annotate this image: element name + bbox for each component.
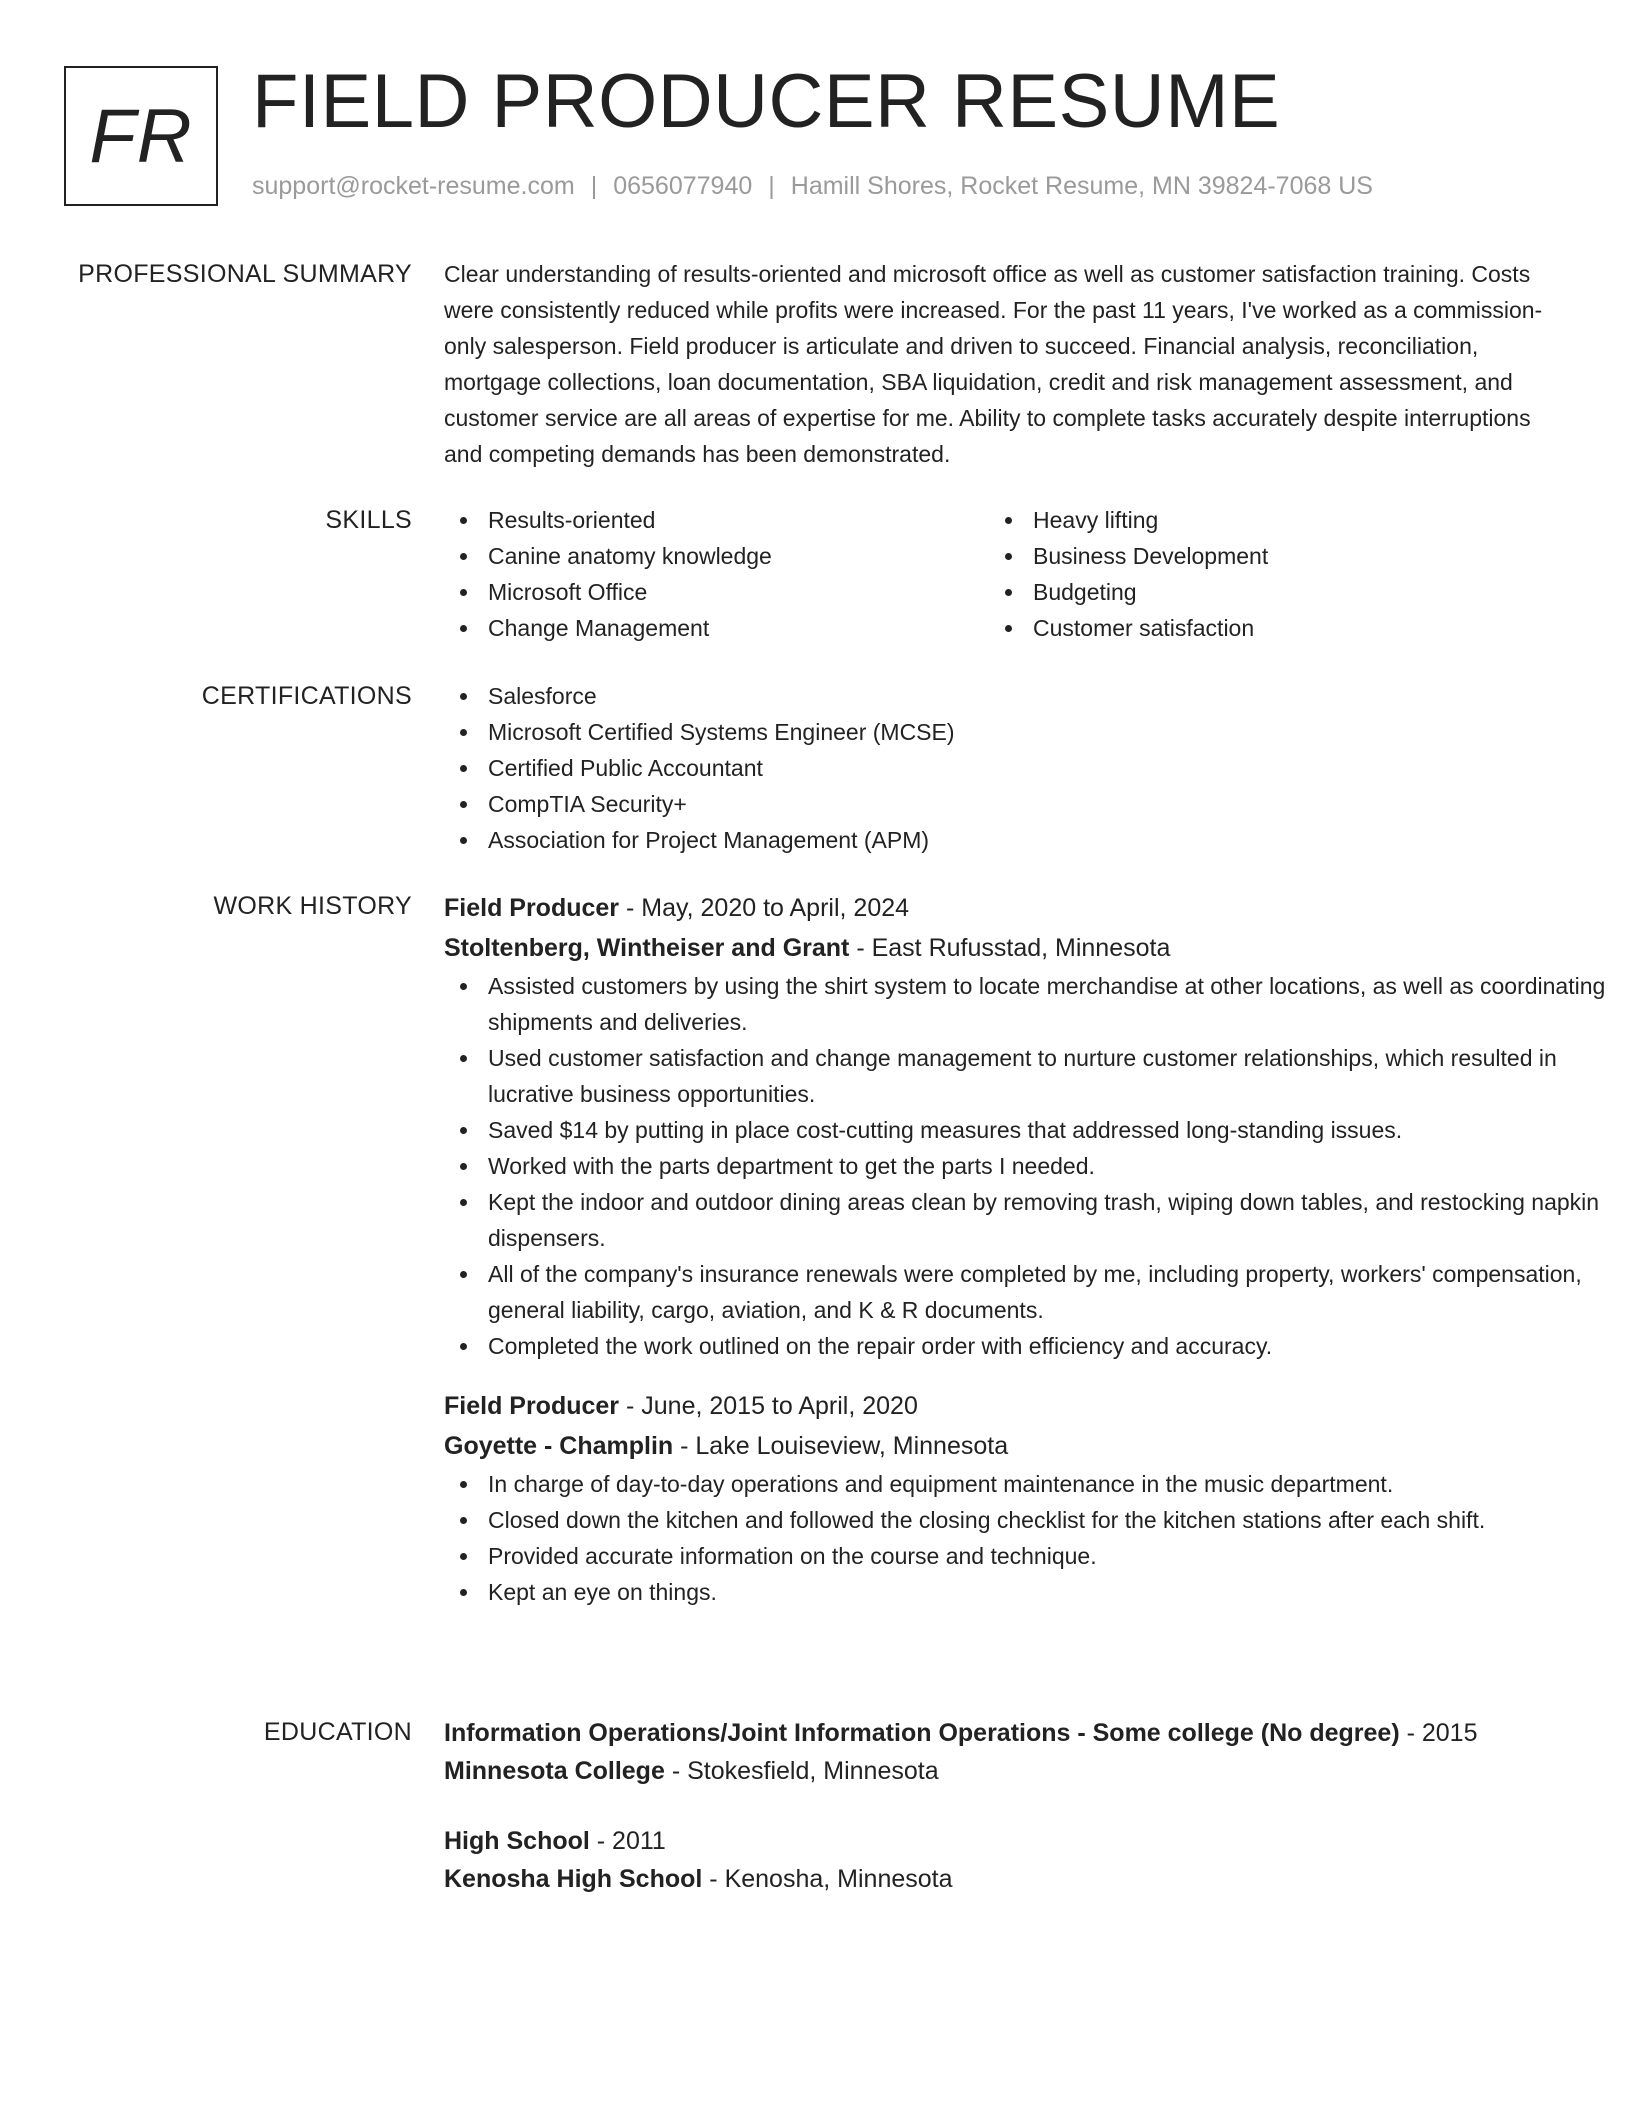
job-title-line (444, 888, 1624, 928)
job-company: Goyette - Champlin (444, 1432, 674, 1460)
job-company-line (444, 928, 1624, 968)
job-bullet: In charge of day-to-day operations and equipment maintenance in the music department. (444, 1466, 1624, 1502)
education-degree: High School (444, 1827, 590, 1855)
education-entry (444, 1714, 1624, 1790)
skill-item: Canine anatomy knowledge (444, 538, 989, 574)
job-bullet: Saved $14 by putting in place cost-cutting measures that addressed long-standing issues. (444, 1112, 1624, 1148)
skill-item: Microsoft Office (444, 574, 989, 610)
dash: - (1399, 1719, 1422, 1747)
skill-item: Business Development (989, 538, 1534, 574)
job-entry (444, 1386, 1624, 1610)
job-bullet: Assisted customers by using the shirt system to locate merchandise at other locations, as well as coordinating shipments and deliveries. (444, 968, 1624, 1040)
job-bullet-list (444, 1466, 1624, 1610)
education-year: 2015 (1421, 1719, 1478, 1747)
dash: - (702, 1865, 725, 1893)
contact-separator: | (768, 172, 775, 200)
job-bullet: Used customer satisfaction and change management to nurture customer relationships, which resulted in lucrative business opportunities. (444, 1040, 1624, 1112)
dash: - (664, 1757, 688, 1785)
section-label-education: EDUCATION (263, 1718, 412, 1746)
contact-separator: | (590, 172, 598, 200)
skills-list-right (989, 502, 1534, 646)
education-school: Kenosha High School (444, 1865, 703, 1893)
certification-item: Association for Project Management (APM) (444, 822, 1624, 858)
job-dates: June, 2015 to April, 2020 (641, 1392, 918, 1420)
job-location: East Rufusstad, Minnesota (871, 934, 1171, 962)
contact-line (252, 172, 1373, 201)
education-school: Minnesota College (444, 1757, 665, 1785)
job-company-line (444, 1426, 1624, 1466)
contact-phone: 0656077940 (613, 172, 753, 200)
dash: - (673, 1432, 696, 1460)
certification-item: Certified Public Accountant (444, 750, 1624, 786)
skill-item: Customer satisfaction (989, 610, 1534, 646)
certification-item: CompTIA Security+ (444, 786, 1624, 822)
section-label-summary: PROFESSIONAL SUMMARY (78, 260, 412, 288)
job-title: Field Producer (444, 894, 620, 922)
education-entry (444, 1822, 1624, 1898)
skill-item: Budgeting (989, 574, 1534, 610)
job-bullet: Closed down the kitchen and followed the closing checklist for the kitchen stations after each shift. (444, 1502, 1624, 1538)
education-degree: Information Operations/Joint Information Operations - Some college (No degree) (444, 1719, 1400, 1747)
job-bullet: Kept an eye on things. (444, 1574, 1624, 1610)
job-bullet: Provided accurate information on the course and technique. (444, 1538, 1624, 1574)
skill-item: Change Management (444, 610, 989, 646)
education-degree-line (444, 1822, 1624, 1860)
section-label-work-history: WORK HISTORY (213, 892, 412, 920)
education-location: Kenosha, Minnesota (724, 1865, 953, 1893)
job-bullet: Worked with the parts department to get the parts I needed. (444, 1148, 1624, 1184)
job-bullet: Kept the indoor and outdoor dining areas clean by removing trash, wiping down tables, and restocking napkin dispensers. (444, 1184, 1624, 1256)
certification-item: Microsoft Certified Systems Engineer (MCSE) (444, 714, 1624, 750)
education-school-line (444, 1752, 1624, 1790)
job-location: Lake Louiseview, Minnesota (695, 1432, 1009, 1460)
summary-text: Clear understanding of results-oriented and microsoft office as well as customer satisfaction training. Costs were consistently reduced while profits were increased. For the past 11 years, I've worked as a commission-only salesperson. Field producer is articulate and driven to succeed. Financial analysis, reconciliation, mortgage collections, loan documentation, SBA liquidation, credit and risk management assessment, and customer service are all areas of expertise for me. Ability to complete tasks accurately despite interruptions and competing demands has been demonstrated. (444, 261, 1543, 467)
resume-title: FIELD PRODUCER RESUME (252, 59, 1281, 144)
section-label-skills: SKILLS (325, 506, 412, 534)
skills-list-left (444, 502, 989, 646)
job-dates: May, 2020 to April, 2024 (641, 894, 910, 922)
skill-item: Heavy lifting (989, 502, 1534, 538)
dash: - (619, 1392, 642, 1420)
job-title-line (444, 1386, 1624, 1426)
job-title: Field Producer (444, 1392, 620, 1420)
resume-header (64, 59, 1564, 216)
certification-item: Salesforce (444, 678, 1624, 714)
education-year: 2011 (612, 1827, 666, 1855)
dash: - (849, 934, 872, 962)
job-bullet-list (444, 968, 1624, 1364)
monogram-badge: FR (64, 66, 218, 206)
education-degree-line (444, 1714, 1624, 1752)
dash: - (619, 894, 642, 922)
job-bullet: Completed the work outlined on the repair order with efficiency and accuracy. (444, 1328, 1624, 1364)
contact-email: support@rocket-resume.com (252, 172, 575, 200)
education-school-line (444, 1860, 1624, 1898)
job-company: Stoltenberg, Wintheiser and Grant (444, 934, 850, 962)
job-bullet: All of the company's insurance renewals were completed by me, including property, workers' compensation, general liability, cargo, aviation, and K & R documents. (444, 1256, 1624, 1328)
education-location: Stokesfield, Minnesota (687, 1757, 939, 1785)
certifications-list (444, 678, 1624, 858)
skill-item: Results-oriented (444, 502, 989, 538)
section-label-certifications: CERTIFICATIONS (201, 682, 412, 710)
contact-address: Hamill Shores, Rocket Resume, MN 39824-7068 US (790, 172, 1373, 200)
job-entry (444, 888, 1624, 1364)
dash: - (589, 1827, 613, 1855)
